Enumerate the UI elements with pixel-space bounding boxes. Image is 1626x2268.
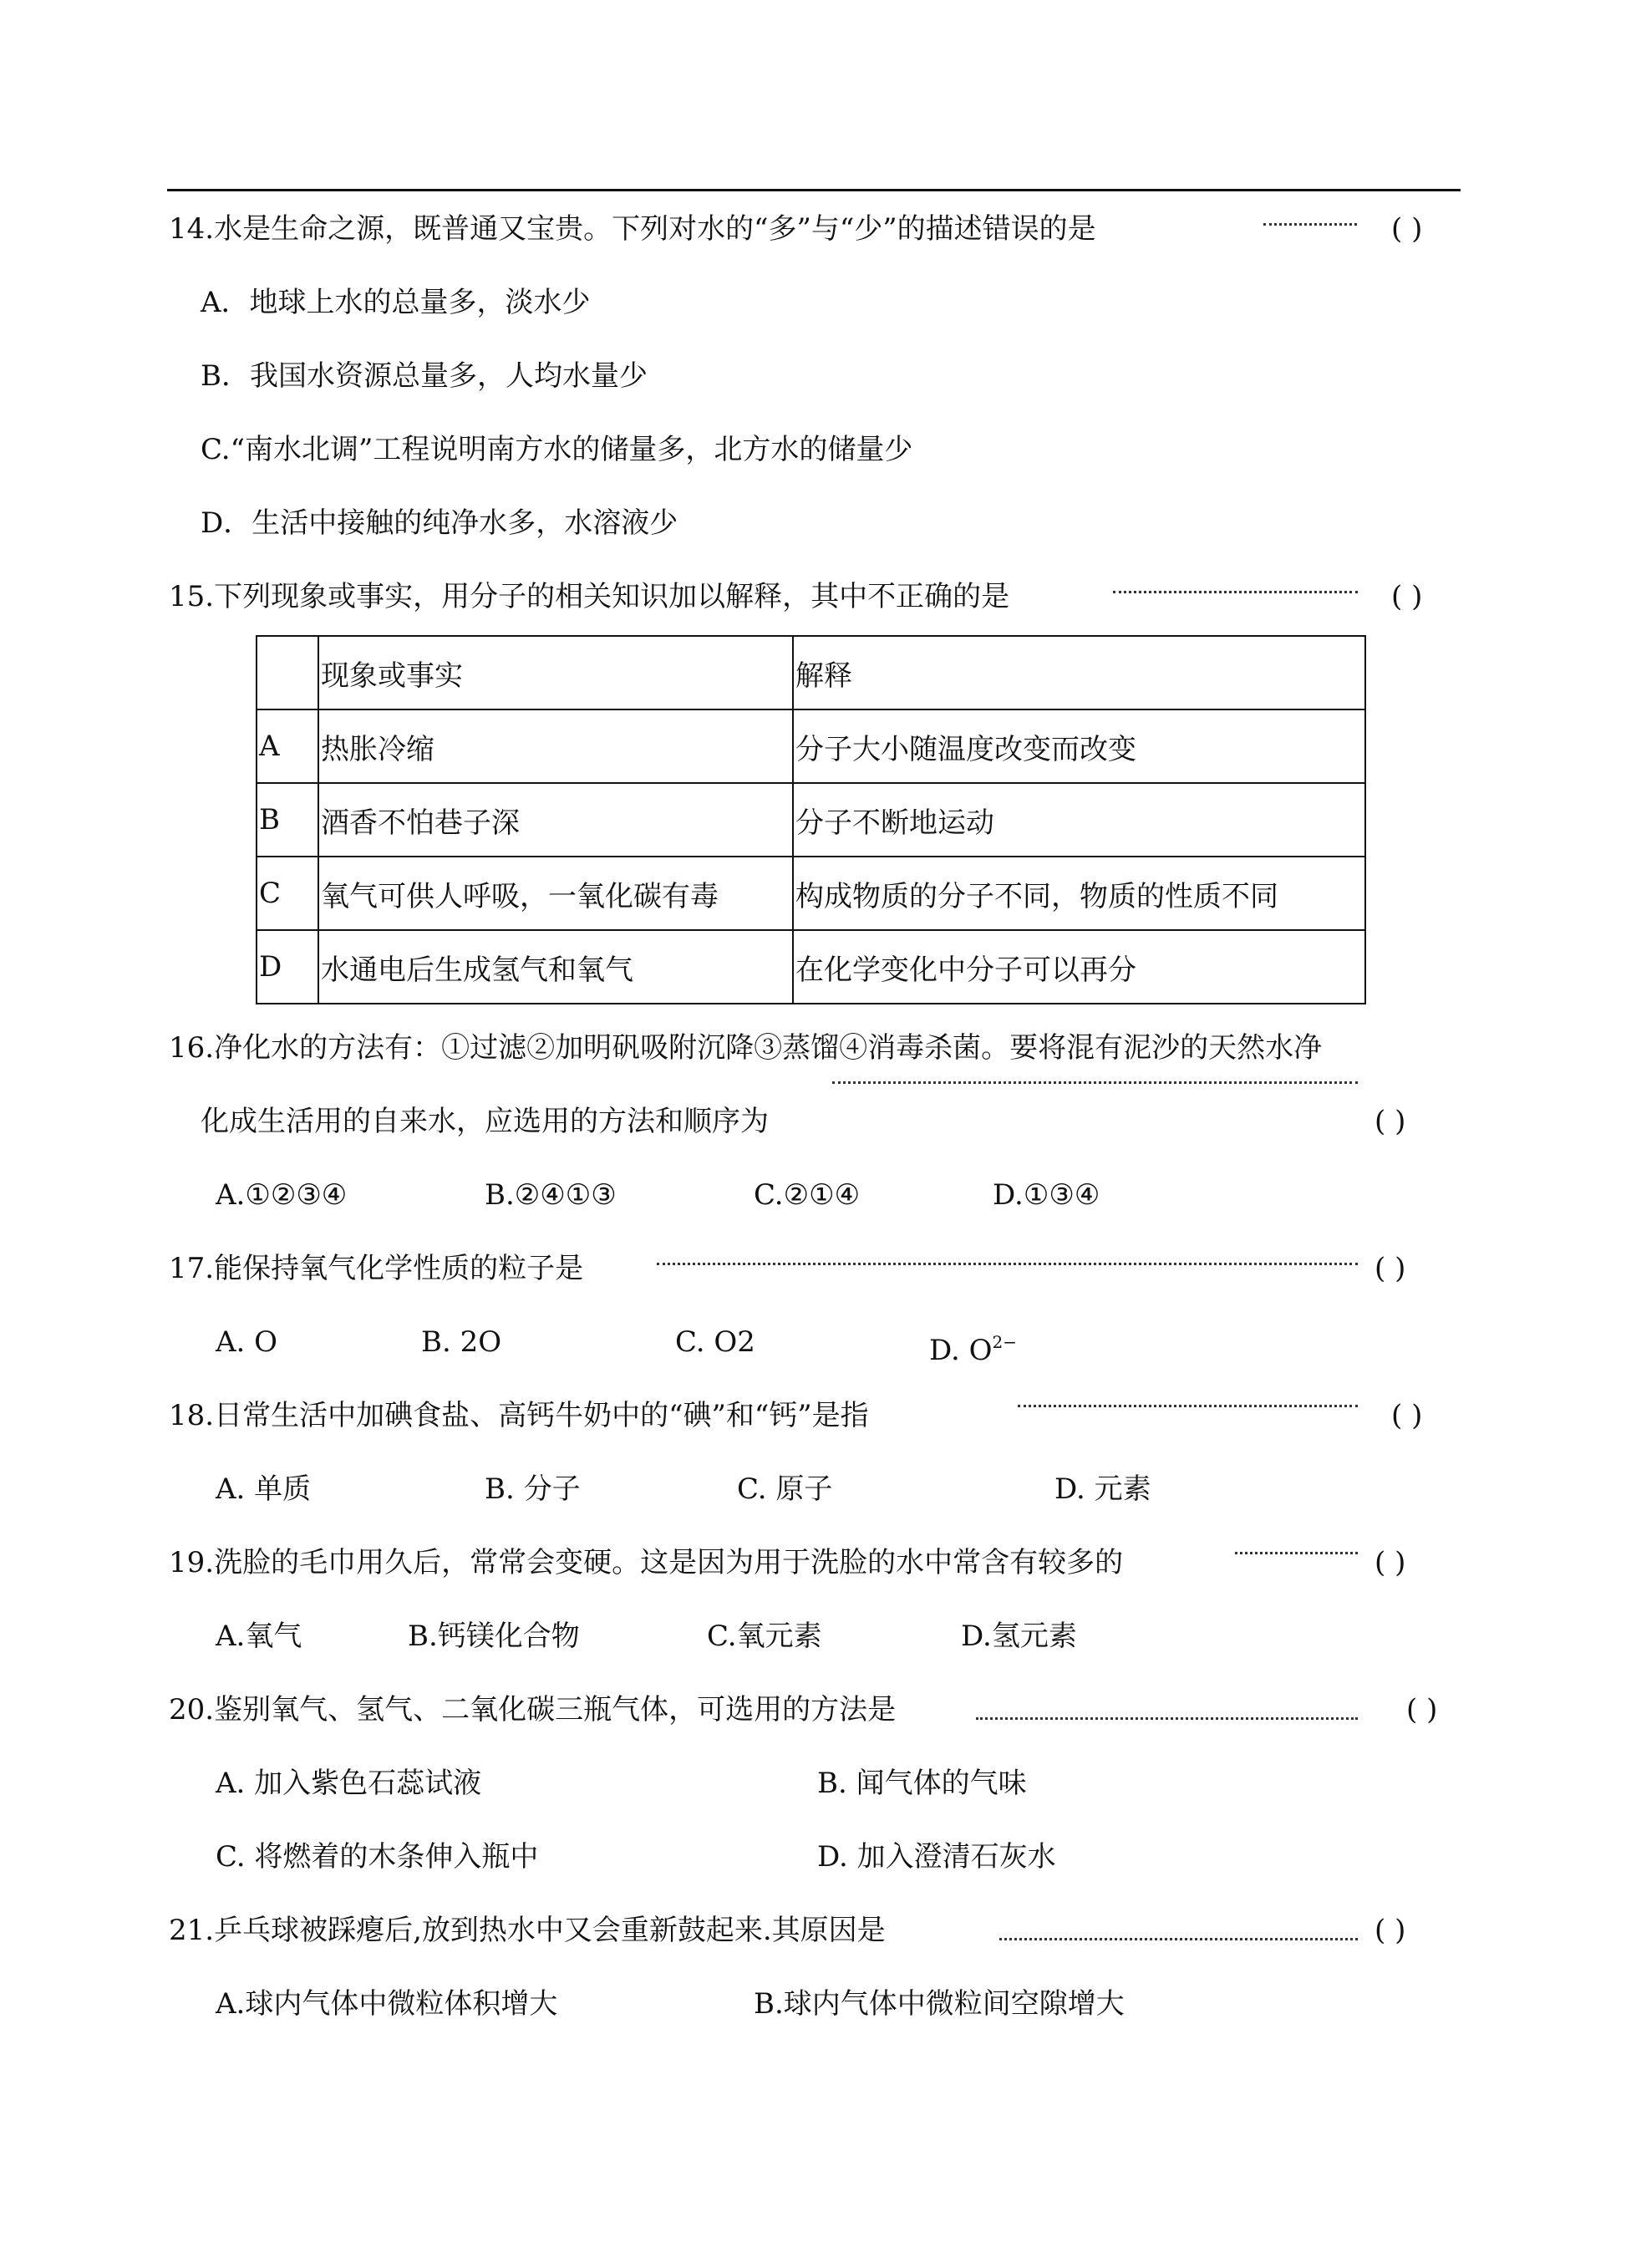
option-b: B．我国水资源总量多，人均水量少 — [201, 359, 648, 393]
question-stem: 14.水是生命之源，既普通又宝贵。下列对水的“多”与“少”的描述错误的是 — [169, 212, 1096, 246]
table-cell: A — [257, 709, 318, 783]
table-row — [257, 709, 1365, 783]
answer-paren: ( ) — [1374, 1914, 1406, 1947]
header-rule — [167, 189, 1461, 191]
table-cell: 构成物质的分子不同，物质的性质不同 — [793, 857, 1365, 930]
question-stem-line-2: 化成生活用的自来水，应选用的方法和顺序为 — [201, 1105, 769, 1138]
option-b: B.钙镁化合物 — [408, 1620, 580, 1653]
option-c: C. 将燃着的木条伸入瓶中 — [216, 1840, 539, 1874]
option-a: A. 加入紫色石蕊试液 — [216, 1767, 482, 1800]
answer-paren: ( ) — [1374, 1546, 1406, 1579]
option-d-text: D. O — [929, 1334, 993, 1367]
option-a: A．地球上水的总量多，淡水少 — [201, 286, 591, 319]
option-d: D.氢元素 — [961, 1620, 1077, 1653]
table-header-cell — [257, 636, 318, 709]
table-cell: 氧气可供人呼吸，一氧化碳有毒 — [318, 857, 793, 930]
question-stem: 20.鉴别氧气、氢气、二氧化碳三瓶气体，可选用的方法是 — [169, 1693, 897, 1726]
answer-paren: ( ) — [1406, 1693, 1438, 1726]
option-c: C.②①④ — [754, 1178, 861, 1212]
question-stem: 21.乒乓球被踩瘪后,放到热水中又会重新鼓起来.其原因是 — [169, 1914, 886, 1947]
table-cell: 水通电后生成氢气和氧气 — [318, 930, 793, 1004]
option-a: A. 单质 — [216, 1472, 312, 1506]
table-cell: B — [257, 783, 318, 857]
option-d-superscript: 2− — [992, 1332, 1018, 1352]
table-cell: 分子大小随温度改变而改变 — [793, 709, 1365, 783]
leader-dots — [832, 1081, 1358, 1084]
leader-dots — [1018, 1405, 1358, 1407]
table-cell: D — [257, 930, 318, 1004]
option-b: B. 分子 — [485, 1472, 581, 1506]
leader-dots — [657, 1263, 1358, 1265]
table-header-row — [257, 636, 1365, 709]
leader-dots — [1113, 591, 1358, 593]
leader-dots — [1235, 1552, 1358, 1554]
option-b: B. 2O — [421, 1325, 502, 1359]
question-stem: 15.下列现象或事实，用分子的相关知识加以解释，其中不正确的是 — [169, 580, 1010, 613]
leader-dots — [999, 1938, 1358, 1940]
option-a: A. O — [216, 1325, 278, 1359]
leader-dots — [976, 1717, 1358, 1720]
question-stem: 18.日常生活中加碘食盐、高钙牛奶中的“碘”和“钙”是指 — [169, 1399, 869, 1432]
table-cell: 酒香不怕巷子深 — [318, 783, 793, 857]
option-b: B. 闻气体的气味 — [817, 1767, 1027, 1800]
table-cell: 分子不断地运动 — [793, 783, 1365, 857]
option-c: C. 原子 — [737, 1472, 833, 1506]
question-stem: 17.能保持氧气化学性质的粒子是 — [169, 1252, 584, 1285]
table-header-cell: 现象或事实 — [318, 636, 793, 709]
table-cell: 热胀冷缩 — [318, 709, 793, 783]
table-row — [257, 930, 1365, 1004]
table-row — [257, 783, 1365, 857]
answer-paren: ( ) — [1391, 580, 1423, 613]
explanation-table — [256, 635, 1366, 1004]
option-c: C. O2 — [675, 1325, 755, 1359]
option-c: C.“南水北调”工程说明南方水的储量多，北方水的储量少 — [201, 433, 913, 466]
answer-paren: ( ) — [1391, 1399, 1423, 1432]
table-header-cell: 解释 — [793, 636, 1365, 709]
option-a: A.①②③④ — [216, 1178, 348, 1212]
option-d — [929, 1317, 1017, 1376]
question-stem: 19.洗脸的毛巾用久后，常常会变硬。这是因为用于洗脸的水中常含有较多的 — [169, 1546, 1124, 1579]
option-a: A.氧气 — [216, 1620, 302, 1653]
table-row — [257, 857, 1365, 930]
option-b: B.②④①③ — [485, 1178, 617, 1212]
table-cell: C — [257, 857, 318, 930]
option-c: C.氧元素 — [707, 1620, 822, 1653]
answer-paren: ( ) — [1374, 1252, 1406, 1285]
option-b: B.球内气体中微粒间空隙增大 — [754, 1987, 1125, 2021]
option-d: D. 元素 — [1054, 1472, 1151, 1506]
table-cell: 在化学变化中分子可以再分 — [793, 930, 1365, 1004]
option-a: A.球内气体中微粒体积增大 — [216, 1987, 558, 2021]
question-stem-line-1: 16.净化水的方法有：①过滤②加明矾吸附沉降③蒸馏④消毒杀菌。要将混有泥沙的天然水净 — [169, 1031, 1323, 1065]
option-d: D.①③④ — [993, 1178, 1100, 1212]
option-d: D．生活中接触的纯净水多，水溶液少 — [201, 506, 678, 540]
leader-dots — [1263, 223, 1357, 226]
option-d: D. 加入澄清石灰水 — [817, 1840, 1056, 1874]
answer-paren: ( ) — [1391, 212, 1423, 246]
answer-paren: ( ) — [1374, 1105, 1406, 1138]
